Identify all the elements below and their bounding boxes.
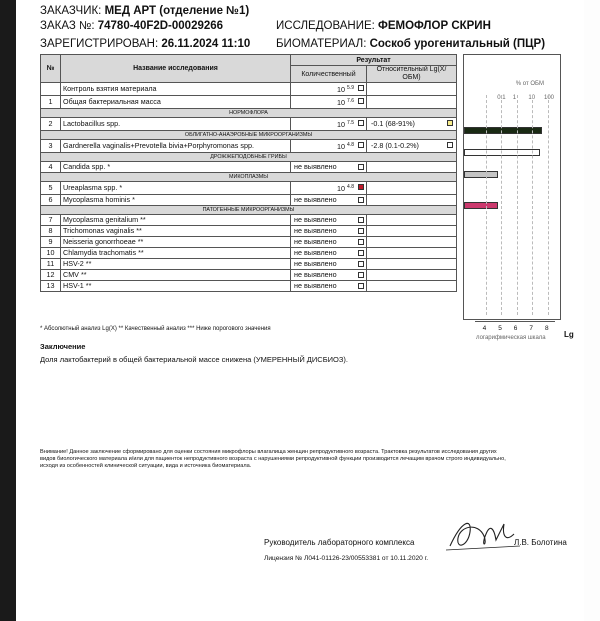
amount-exponent: 7.6 [347, 98, 354, 104]
amount-cell [291, 226, 367, 237]
relative-cell [367, 259, 457, 270]
amount-text: не выявлено [294, 270, 337, 279]
amount-base: 10 [337, 120, 346, 129]
table-row [41, 83, 457, 96]
grid-line [517, 95, 518, 315]
x-tick-label: 5 [498, 325, 502, 332]
table-row [41, 281, 457, 292]
row-number: 11 [41, 259, 61, 270]
test-name: Gardnerella vaginalis+Prevotella bivia+Porphyromonas spp. [61, 140, 291, 153]
amount-flag-checkbox [358, 98, 364, 104]
amount-cell [291, 83, 367, 96]
x-tick-label: 8 [545, 325, 549, 332]
grid-line [548, 95, 549, 315]
amount-flag-checkbox [358, 272, 364, 278]
top-tick-label: 1 [512, 95, 517, 101]
test-name: Chlamydia trachomatis ** [61, 248, 291, 259]
table-row [41, 226, 457, 237]
customer-value: МЕД АРТ (отделение №1) [104, 5, 250, 17]
relative-cell [367, 162, 457, 173]
study-label: ИССЛЕДОВАНИЕ: [276, 20, 375, 32]
amount-cell [291, 118, 367, 131]
row-number: 7 [41, 215, 61, 226]
section-row [41, 206, 457, 215]
row-number: 5 [41, 182, 61, 195]
row-number: 6 [41, 195, 61, 206]
table-row [41, 96, 457, 109]
section-title: ОБЛИГАТНО-АНАЭРОБНЫЕ МИКРООРГАНИЗМЫ [41, 131, 457, 140]
amount-text: не выявлено [294, 248, 337, 257]
license-text: Лицензия № Л041-01126-23/00553381 от 10.11.2020 г. [264, 555, 429, 562]
relative-cell [367, 281, 457, 292]
study-value: ФЕМОФЛОР СКРИН [378, 20, 491, 32]
test-name: HSV-1 ** [61, 281, 291, 292]
test-name: Mycoplasma genitalium ** [61, 215, 291, 226]
amount-text: не выявлено [294, 215, 337, 224]
test-name: Trichomonas vaginalis ** [61, 226, 291, 237]
table-row [41, 195, 457, 206]
results-body [41, 83, 457, 292]
section-row [41, 131, 457, 140]
table-row [41, 215, 457, 226]
amount-exponent: 5.9 [347, 85, 354, 91]
relative-cell [367, 182, 457, 195]
results-table [40, 54, 457, 292]
amount-cell [291, 215, 367, 226]
amount-text: не выявлено [294, 195, 337, 204]
registered-label: ЗАРЕГИСТРИРОВАН: [40, 38, 159, 50]
col-num-header: № [41, 55, 61, 83]
signature-scribble [444, 516, 524, 554]
axis-caption: логарифмическая шкала [476, 335, 546, 341]
conclusion-title: Заключение [40, 342, 86, 351]
relative-cell [367, 118, 457, 131]
log-chart [463, 54, 561, 320]
amount-cell [291, 182, 367, 195]
amount-flag-checkbox [358, 142, 364, 148]
right-frame [584, 0, 600, 621]
test-name: Общая бактериальная масса [61, 96, 291, 109]
relative-cell [367, 140, 457, 153]
amount-cell [291, 259, 367, 270]
registered-line [40, 37, 250, 51]
signature-name: Л.В. Болотина [514, 538, 567, 547]
section-row [41, 109, 457, 118]
amount-cell [291, 281, 367, 292]
row-number: 1 [41, 96, 61, 109]
section-row [41, 173, 457, 182]
table-row [41, 118, 457, 131]
relative-value: -2.8 (0.1-0.2%) [371, 141, 419, 150]
test-name: Mycoplasma hominis * [61, 195, 291, 206]
amount-text: не выявлено [294, 162, 337, 171]
customer-label: ЗАКАЗЧИК: [40, 5, 102, 17]
test-name: Lactobacillus spp. [61, 118, 291, 131]
col-result-header: Результат [291, 55, 457, 66]
amount-cell [291, 237, 367, 248]
top-tick-label: 100 [544, 95, 555, 101]
amount-exponent: 4.8 [347, 184, 354, 190]
table-row [41, 162, 457, 173]
relative-cell [367, 96, 457, 109]
conclusion-text: Доля лактобактерий в общей бактериальной массе снижена (УМЕРЕННЫЙ ДИСБИОЗ). [40, 355, 348, 364]
section-title: НОРМОФЛОРА [41, 109, 457, 118]
table-row [41, 140, 457, 153]
axis-line [475, 321, 555, 322]
order-line [40, 19, 223, 33]
test-name: CMV ** [61, 270, 291, 281]
table-row [41, 270, 457, 281]
amount-flag-checkbox [358, 250, 364, 256]
x-tick-label: 7 [529, 325, 534, 332]
amount-text: не выявлено [294, 281, 337, 290]
amount-text: не выявлено [294, 226, 337, 235]
amount-base: 10 [337, 98, 346, 107]
row-number [41, 83, 61, 96]
chart-bar [464, 202, 498, 209]
relative-value: -0.1 (68-91%) [371, 119, 415, 128]
relative-flag-checkbox [447, 142, 453, 148]
test-name: Neisseria gonorrhoeae ** [61, 237, 291, 248]
amount-exponent: 4.8 [347, 142, 354, 148]
row-number: 2 [41, 118, 61, 131]
amount-flag-checkbox [358, 261, 364, 267]
row-number: 3 [41, 140, 61, 153]
registered-value: 26.11.2024 11:10 [161, 38, 251, 50]
customer-line [40, 4, 249, 18]
amount-flag-checkbox [358, 164, 364, 170]
relative-flag-checkbox [447, 120, 453, 126]
test-name: Контроль взятия материала [61, 83, 291, 96]
amount-cell [291, 270, 367, 281]
relative-cell [367, 226, 457, 237]
x-tick-label: 4 [482, 325, 487, 332]
row-number: 12 [41, 270, 61, 281]
amount-exponent: 7.5 [347, 120, 354, 126]
section-row [41, 153, 457, 162]
amount-text: не выявлено [294, 237, 337, 246]
axis-unit: Lg [564, 330, 574, 339]
amount-base: 10 [337, 142, 346, 151]
grid-line [486, 95, 487, 315]
table-row [41, 248, 457, 259]
chart-bar [464, 127, 542, 134]
relative-cell [367, 248, 457, 259]
biomaterial-line [276, 37, 545, 51]
section-title: ПАТОГЕННЫЕ МИКРООРГАНИЗМЫ [41, 206, 457, 215]
order-value: 74780-40F2D-00029266 [97, 20, 224, 32]
chart-bar [464, 171, 498, 178]
study-line [276, 19, 491, 33]
table-row [41, 182, 457, 195]
x-tick-label: 6 [513, 325, 518, 332]
amount-cell [291, 96, 367, 109]
relative-cell [367, 195, 457, 206]
row-number: 4 [41, 162, 61, 173]
amount-cell [291, 195, 367, 206]
relative-cell [367, 215, 457, 226]
relative-cell [367, 237, 457, 248]
amount-base: 10 [337, 184, 346, 193]
amount-base: 10 [337, 85, 346, 94]
amount-flag-checkbox [358, 239, 364, 245]
amount-flag-checkbox [358, 85, 364, 91]
amount-cell [291, 140, 367, 153]
grid-line [501, 95, 502, 315]
amount-flag-checkbox [358, 197, 364, 203]
report-page [16, 0, 584, 621]
signature-role: Руководитель лабораторного комплекса [264, 538, 415, 547]
row-number: 13 [41, 281, 61, 292]
amount-flag-checkbox [358, 184, 364, 190]
order-label: ЗАКАЗ №: [40, 20, 95, 32]
col-name-header: Название исследования [61, 55, 291, 83]
col-amount-header: Количественный [291, 66, 367, 83]
amount-flag-checkbox [358, 283, 364, 289]
amount-cell [291, 162, 367, 173]
relative-cell [367, 270, 457, 281]
top-tick-label: 0.1 [497, 95, 506, 101]
row-number: 10 [41, 248, 61, 259]
amount-cell [291, 248, 367, 259]
attention-note: Внимание! Данное заключение сформировано для оценки состояния микрофлоры влагалища женщин репродуктивного возраста. Трактовка результатов исследования других видов биологического материала и/или для пациенток непродуктивного возраста с нарушениями репродуктивной функции производится лечащим врачом строго индивидуально, исходя из особенностей клинической ситуации, вида и источника биоматериала. [40, 449, 506, 470]
left-frame [0, 0, 16, 621]
top-tick-label: 10 [528, 95, 536, 101]
section-title: ДРОЖЖЕПОДОБНЫЕ ГРИБЫ [41, 153, 457, 162]
table-row [41, 259, 457, 270]
amount-flag-checkbox [358, 228, 364, 234]
row-number: 9 [41, 237, 61, 248]
section-title: МИКОПЛАЗМЫ [41, 173, 457, 182]
amount-text: не выявлено [294, 259, 337, 268]
relative-cell [367, 83, 457, 96]
chart-title: % от ОБМ [515, 81, 544, 87]
test-name: HSV-2 ** [61, 259, 291, 270]
footnote: * Абсолютный анализ Lg(X) ** Качественный анализ *** Ниже порогового значения [40, 326, 271, 332]
biomaterial-value: Соскоб урогенитальный (ПЦР) [369, 38, 546, 50]
amount-flag-checkbox [358, 120, 364, 126]
biomaterial-label: БИОМАТЕРИАЛ: [276, 38, 367, 50]
test-name: Ureaplasma spp. * [61, 182, 291, 195]
grid-line [532, 95, 533, 315]
test-name: Candida spp. * [61, 162, 291, 173]
col-relative-header: Относительный Lg(X/ОБМ) [367, 66, 457, 83]
amount-flag-checkbox [358, 217, 364, 223]
table-row [41, 237, 457, 248]
row-number: 8 [41, 226, 61, 237]
